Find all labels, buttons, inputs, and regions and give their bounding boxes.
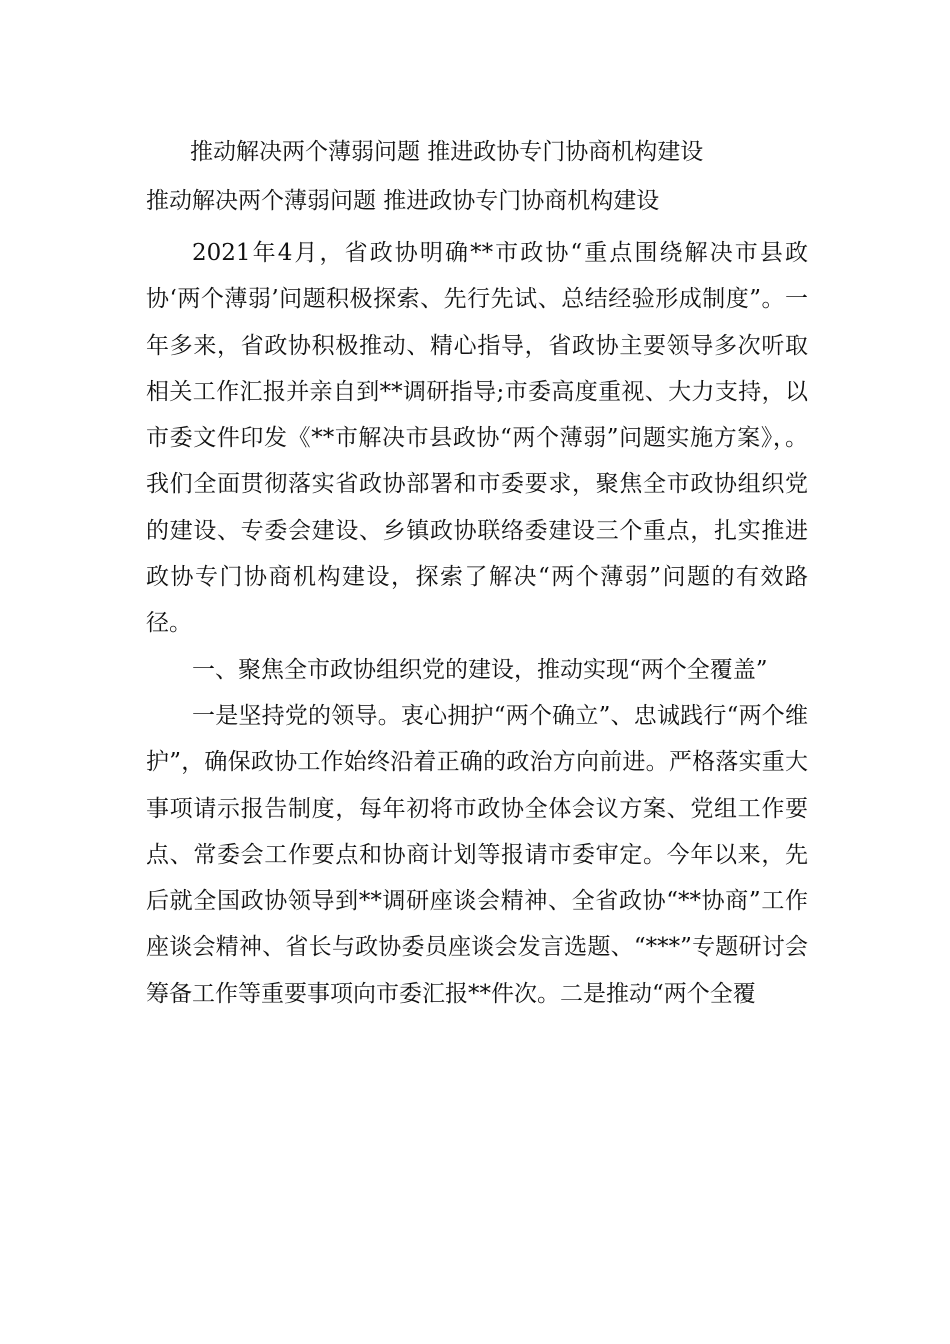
section-heading-1: 一、聚焦全市政协组织党的建设，推动实现“两个全覆盖” <box>192 656 768 683</box>
document-body <box>146 230 808 1017</box>
document-title: 推动解决两个薄弱问题 推进政协专门协商机构建设 <box>190 139 704 165</box>
paragraph-intro: 2021年4月，省政协明确**市政协“重点围绕解决市县政协‘两个薄弱’问题积极探索、先行先试、总结经验形成制度”。一年多来，省政协积极推动、精心指导，省政协主要领导多次听取相关工作汇报并亲自到**调研指导;市委高度重视、大力支持，以市委文件印发《**市解决市县政协“两个薄弱”问题实施方案》，。我们全面贯彻落实省政协部署和市委要求，聚焦全市政协组织党的建设、专委会建设、乡镇政协联络委建设三个重点，扎实推进政协专门协商机构建设，探索了解决“两个薄弱”问题的有效路径。 <box>146 240 808 637</box>
paragraph-party-leadership: 一是坚持党的领导。衷心拥护“两个确立”、忠诚践行“两个维护”，确保政协工作始终沿着正确的政治方向前进。严格落实重大事项请示报告制度，每年初将市政协全体会议方案、党组工作要点、常委会工作要点和协商计划等报请市委审定。今年以来，先后就全国政协领导到**调研座谈会精神、全省政协“**协商”工作座谈会精神、省长与政协委员座谈会发言选题、“***”专题研讨会筹备工作等重要事项向市委汇报**件次。二是推动“两个全覆 <box>146 702 808 1007</box>
document-subtitle: 推动解决两个薄弱问题 推进政协专门协商机构建设 <box>146 188 660 214</box>
